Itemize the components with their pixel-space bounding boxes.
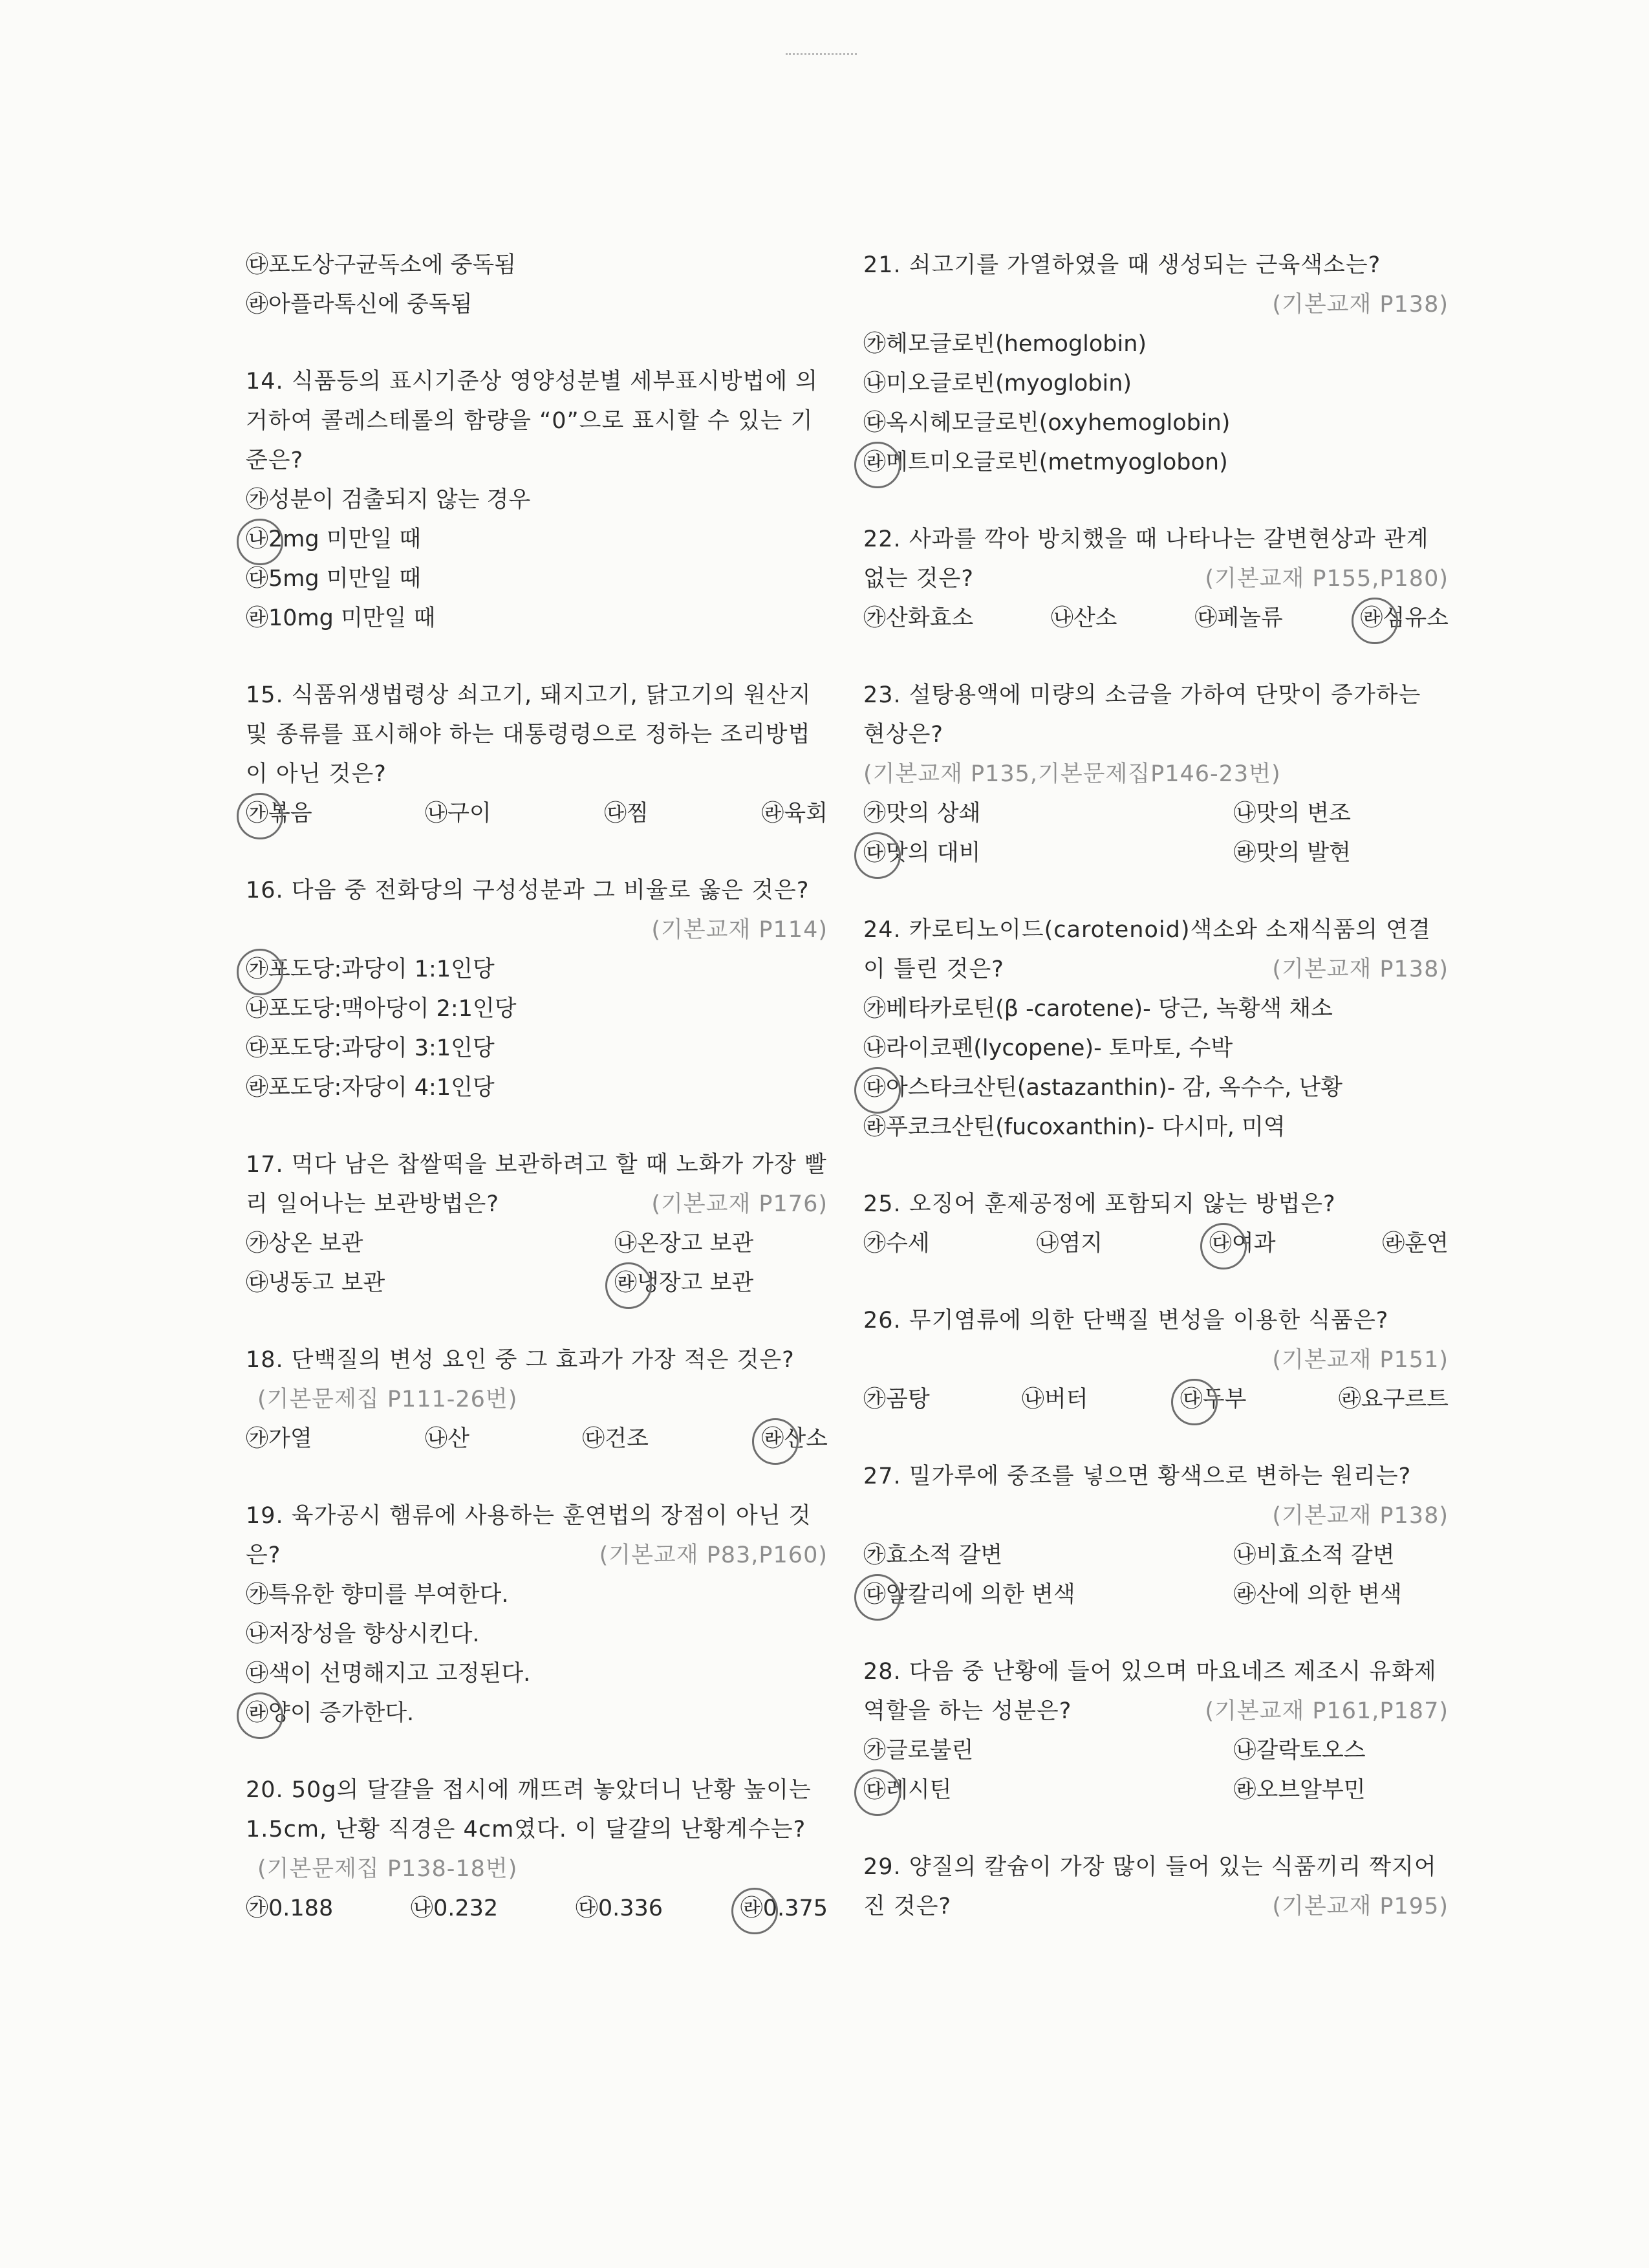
question — [246, 362, 828, 638]
option-text: 건조 — [605, 1426, 649, 1452]
option-text: 육회 — [784, 801, 828, 826]
option-marker: ㉮ — [246, 1895, 269, 1921]
answer-option[interactable] — [863, 443, 1449, 482]
answer-option[interactable] — [604, 794, 649, 834]
question — [863, 246, 1449, 482]
circled-answer-marker: ㉰ — [863, 1068, 886, 1108]
option-text: 맛의 변조 — [1256, 801, 1351, 826]
option-marker: ㉱ — [1233, 1777, 1256, 1803]
question-stem: 21. 쇠고기를 가열하였을 때 생성되는 근육색소는? — [863, 252, 1381, 278]
option-text: 2mg 미만일 때 — [268, 526, 422, 552]
circled-answer-marker: ㉱ — [863, 443, 886, 482]
answer-options — [246, 1224, 828, 1303]
answer-options — [246, 481, 828, 638]
right-column — [863, 246, 1449, 1964]
option-text: 찜 — [627, 801, 649, 826]
option-marker: ㉮ — [246, 1582, 269, 1608]
option-text: 레시틴 — [886, 1777, 952, 1803]
option-marker: ㉮ — [863, 996, 887, 1022]
answer-option[interactable] — [246, 1068, 828, 1108]
question-stem: 29. 양질의 칼슘이 가장 많이 들어 있는 식품끼리 짝지어진 것은? — [863, 1854, 1437, 1919]
option-text: 포도당:맥아당이 2:1인당 — [268, 996, 517, 1022]
option-text: 포도상구균독소에 중독됨 — [268, 252, 517, 278]
answer-option[interactable] — [246, 246, 828, 285]
answer-option[interactable] — [1156, 794, 1449, 834]
answer-options — [246, 1889, 828, 1928]
answer-option[interactable] — [1051, 599, 1117, 638]
option-marker: ㉱ — [1233, 1582, 1256, 1608]
answer-option[interactable] — [1361, 599, 1449, 638]
question — [246, 1341, 828, 1459]
answer-option[interactable] — [1339, 1380, 1449, 1420]
option-marker: ㉱ — [863, 1114, 887, 1140]
answer-options — [863, 1380, 1449, 1420]
question — [863, 1848, 1449, 1927]
circled-answer-marker: ㉰ — [863, 1575, 886, 1615]
circled-answer-marker: ㉮ — [246, 950, 268, 989]
option-marker: ㉯ — [1233, 1542, 1256, 1568]
answer-option[interactable] — [1194, 599, 1282, 638]
question — [863, 911, 1449, 1147]
answer-option[interactable] — [863, 1380, 930, 1420]
option-text: 산소 — [1073, 605, 1117, 631]
answer-option[interactable] — [863, 325, 1449, 364]
option-marker: ㉯ — [1021, 1387, 1044, 1412]
option-text: 맛의 대비 — [886, 840, 981, 866]
option-text: 섬유소 — [1383, 605, 1449, 631]
option-marker: ㉮ — [863, 605, 887, 631]
answer-options — [246, 950, 828, 1108]
answer-option[interactable] — [246, 1029, 828, 1068]
answer-option[interactable] — [863, 989, 1449, 1029]
option-marker: ㉯ — [614, 1231, 638, 1257]
answer-option[interactable] — [246, 520, 828, 559]
option-text: 저장성을 향상시킨다. — [268, 1621, 480, 1647]
option-text: 맛의 상쇄 — [886, 801, 981, 826]
option-marker: ㉰ — [246, 1270, 269, 1296]
option-marker: ㉯ — [1233, 1738, 1256, 1764]
reference-note: (기본교재 P138) — [1272, 1503, 1449, 1529]
option-marker: ㉮ — [863, 1387, 887, 1412]
option-text: 곰탕 — [886, 1387, 930, 1412]
option-text: 버터 — [1044, 1387, 1088, 1412]
option-text: 옥시헤모글로빈(oxyhemoglobin) — [886, 410, 1231, 436]
question-text — [246, 362, 828, 481]
answer-option[interactable] — [246, 1694, 828, 1733]
circled-answer-marker: ㉱ — [614, 1264, 637, 1303]
answer-option[interactable] — [863, 794, 1156, 834]
circled-answer-marker: ㉰ — [1180, 1380, 1203, 1420]
question-13-fragment — [246, 246, 828, 325]
option-marker: ㉮ — [246, 1426, 269, 1452]
option-text: 산소 — [784, 1426, 828, 1452]
question-stem: 27. 밀가루에 중조를 넣으면 황색으로 변하는 원리는? — [863, 1463, 1412, 1489]
option-marker: ㉯ — [246, 1621, 269, 1647]
answer-option[interactable] — [863, 1108, 1449, 1147]
answer-option[interactable] — [761, 1420, 828, 1459]
option-marker: ㉰ — [246, 1661, 269, 1687]
option-marker: ㉱ — [246, 605, 269, 631]
answer-option[interactable] — [582, 1420, 649, 1459]
option-marker: ㉮ — [246, 487, 269, 513]
option-text: 0.336 — [598, 1895, 663, 1921]
answer-option[interactable] — [246, 481, 828, 520]
option-marker: ㉱ — [1338, 1387, 1361, 1412]
option-text: 산에 의한 변색 — [1256, 1582, 1402, 1608]
option-marker: ㉱ — [761, 801, 784, 826]
reference-note: (기본문제집 P138-18번) — [257, 1856, 518, 1882]
reference-note: (기본교재 P138) — [1272, 292, 1449, 318]
answer-option[interactable] — [863, 404, 1449, 443]
question-text — [863, 1301, 1449, 1380]
option-text: 두부 — [1202, 1387, 1247, 1412]
option-text: 포도당:과당이 3:1인당 — [268, 1035, 495, 1061]
option-text: 라이코펜(lycopene)- 토마토, 수박 — [886, 1035, 1233, 1061]
answer-option[interactable] — [740, 1889, 828, 1928]
answer-options — [863, 989, 1449, 1147]
option-marker: ㉰ — [1194, 605, 1218, 631]
question-stem: 20. 50g의 달걀을 접시에 깨뜨려 놓았더니 난황 높이는 1.5cm, 난황 직경은 4cm였다. 이 달걀의 난황계수는? — [246, 1777, 812, 1842]
answer-option[interactable] — [1022, 1380, 1088, 1420]
answer-option[interactable] — [863, 1731, 1156, 1771]
circled-answer-marker: ㉰ — [863, 1771, 886, 1810]
question — [863, 520, 1449, 638]
answer-option[interactable] — [246, 950, 828, 989]
question — [863, 1457, 1449, 1615]
answer-options — [246, 1420, 828, 1459]
option-marker: ㉯ — [863, 1035, 887, 1061]
answer-option[interactable] — [246, 794, 312, 834]
question-stem: 19. 육가공시 햄류에 사용하는 훈연법의 장점이 아닌 것은? — [246, 1503, 812, 1568]
answer-option[interactable] — [863, 1029, 1449, 1068]
answer-option[interactable] — [1036, 1224, 1103, 1264]
circled-answer-marker: ㉯ — [246, 520, 268, 559]
answer-option[interactable] — [1382, 1224, 1449, 1264]
option-text: 염지 — [1059, 1231, 1103, 1257]
option-text: 아플라톡신에 중독됨 — [268, 292, 473, 318]
answer-options — [863, 794, 1449, 873]
question-text — [863, 1457, 1449, 1536]
answer-option[interactable] — [863, 1771, 1156, 1810]
answer-options — [246, 1575, 828, 1733]
question-stem: 22. 사과를 깍아 방치했을 때 나타나는 갈변현상과 관계없는 것은? — [863, 526, 1429, 592]
option-text: 헤모글로빈(hemoglobin) — [886, 331, 1147, 357]
reference-note: (기본교재 P138) — [1272, 956, 1449, 982]
circled-answer-marker: ㉱ — [1361, 599, 1383, 638]
answer-option[interactable] — [246, 989, 828, 1029]
option-text: 요구르트 — [1361, 1387, 1449, 1412]
option-text: 글로불린 — [886, 1738, 974, 1764]
answer-option[interactable] — [863, 1536, 1156, 1575]
answer-option[interactable] — [246, 599, 828, 638]
reference-note: (기본교재 P114) — [651, 917, 828, 943]
option-marker: ㉯ — [1050, 605, 1073, 631]
answer-option[interactable] — [863, 1224, 930, 1264]
option-text: 미오글로빈(myoglobin) — [886, 371, 1132, 396]
reference-note: (기본교재 P135,기본문제집P146-23번) — [863, 761, 1281, 787]
option-text: 수세 — [886, 1231, 930, 1257]
question — [863, 1301, 1449, 1420]
option-text: 0.375 — [762, 1895, 828, 1921]
answer-option[interactable] — [537, 1224, 828, 1264]
option-marker: ㉰ — [582, 1426, 605, 1452]
question-stem: 25. 오징어 훈제공정에 포함되지 않는 방법은? — [863, 1191, 1336, 1217]
option-marker: ㉰ — [246, 566, 269, 592]
question — [246, 871, 828, 1108]
question — [246, 1771, 828, 1928]
answer-option[interactable] — [246, 1224, 537, 1264]
answer-option[interactable] — [246, 1889, 333, 1928]
question-text — [246, 1341, 828, 1420]
reference-note: (기본문제집 P111-26번) — [257, 1387, 518, 1412]
option-text: 양이 증가한다. — [268, 1700, 415, 1726]
option-marker: ㉰ — [246, 252, 269, 278]
answer-option[interactable] — [863, 1575, 1156, 1615]
answer-option[interactable] — [246, 1575, 828, 1615]
reference-note: (기본교재 P195) — [1272, 1894, 1449, 1919]
answer-option[interactable] — [246, 1264, 537, 1303]
scan-mark — [786, 53, 857, 60]
question — [246, 676, 828, 834]
option-text: 10mg 미만일 때 — [268, 605, 436, 631]
option-text: 냉장고 보관 — [637, 1270, 754, 1296]
question — [863, 1652, 1449, 1810]
question — [863, 1185, 1449, 1264]
option-text: 포도당:자당이 4:1인당 — [268, 1075, 495, 1101]
option-marker: ㉯ — [1036, 1231, 1059, 1257]
option-marker: ㉮ — [246, 1231, 269, 1257]
option-marker: ㉮ — [863, 1542, 887, 1568]
question-text — [246, 1496, 828, 1575]
option-marker: ㉮ — [863, 1231, 887, 1257]
option-text: 산 — [447, 1426, 469, 1452]
question-stem: 16. 다음 중 전화당의 구성성분과 그 비율로 옳은 것은? — [246, 878, 810, 903]
answer-option[interactable] — [1156, 834, 1449, 873]
circled-answer-marker: ㉱ — [246, 1694, 268, 1733]
option-text: 오브알부민 — [1256, 1777, 1366, 1803]
question-text — [863, 1848, 1449, 1927]
option-text: 온장고 보관 — [637, 1231, 754, 1257]
question — [246, 1145, 828, 1303]
answer-option[interactable] — [761, 794, 828, 834]
option-marker: ㉱ — [246, 1075, 269, 1101]
question-stem: 17. 먹다 남은 찹쌀떡을 보관하려고 할 때 노화가 가장 빨리 일어나는 보관방법은? — [246, 1152, 827, 1217]
answer-option[interactable] — [576, 1889, 663, 1928]
option-text: 가열 — [268, 1426, 312, 1452]
option-text: 성분이 검출되지 않는 경우 — [268, 487, 531, 513]
option-text: 갈락토오스 — [1256, 1738, 1366, 1764]
answer-option[interactable] — [863, 1068, 1449, 1108]
option-text: 여과 — [1231, 1231, 1276, 1257]
option-text: 상온 보관 — [268, 1231, 363, 1257]
option-marker: ㉱ — [1233, 840, 1256, 866]
answer-options — [246, 794, 828, 834]
option-text: 푸코크산틴(fucoxanthin)- 다시마, 미역 — [886, 1114, 1286, 1140]
answer-option[interactable] — [537, 1264, 828, 1303]
answer-options — [863, 1536, 1449, 1615]
answer-option[interactable] — [411, 1889, 498, 1928]
option-text: 특유한 향미를 부여한다. — [268, 1582, 509, 1608]
question-text — [863, 246, 1449, 325]
option-text: 메트미오글로빈(metmyoglobon) — [886, 449, 1228, 475]
option-marker: ㉯ — [1233, 801, 1256, 826]
option-text: 0.232 — [433, 1895, 499, 1921]
option-marker: ㉮ — [863, 1738, 887, 1764]
question-text — [863, 1185, 1449, 1224]
option-text: 페놀류 — [1217, 605, 1283, 631]
option-text: 훈연 — [1405, 1231, 1449, 1257]
question-text — [246, 871, 828, 950]
option-marker: ㉰ — [575, 1895, 598, 1921]
option-marker: ㉯ — [425, 801, 448, 826]
option-text: 아스타크산틴(astazanthin)- 감, 옥수수, 난황 — [886, 1075, 1342, 1101]
option-marker: ㉰ — [246, 1035, 269, 1061]
option-marker: ㉮ — [863, 331, 887, 357]
question-stem: 28. 다음 중 난황에 들어 있으며 마요네즈 제조시 유화제 역할을 하는 성분은? — [863, 1659, 1437, 1724]
option-text: 포도당:과당이 1:1인당 — [268, 956, 495, 982]
question-text — [863, 911, 1449, 989]
answer-option[interactable] — [246, 559, 828, 599]
answer-options — [863, 1224, 1449, 1264]
question-text — [246, 1145, 828, 1224]
question-text — [863, 676, 1449, 794]
question-text — [863, 520, 1449, 599]
question-stem: 14. 식품등의 표시기준상 영양성분별 세부표시방법에 의거하여 콜레스테롤의 함량을 “0”으로 표시할 수 있는 기준은? — [246, 369, 819, 473]
option-marker: ㉯ — [410, 1895, 433, 1921]
answer-option[interactable] — [246, 1420, 312, 1459]
option-text: 효소적 갈변 — [886, 1542, 1003, 1568]
option-text: 비효소적 갈변 — [1256, 1542, 1395, 1568]
answer-option[interactable] — [863, 834, 1156, 873]
left-column — [246, 246, 828, 1966]
question-stem: 15. 식품위생법령상 쇠고기, 돼지고기, 닭고기의 원산지 및 종류를 표시해야 하는 대통령령으로 정하는 조리방법이 아닌 것은? — [246, 682, 812, 787]
option-text: 베타카로틴(β -carotene)- 당근, 녹황색 채소 — [886, 996, 1333, 1022]
answer-options — [246, 246, 828, 325]
option-marker: ㉯ — [246, 996, 269, 1022]
reference-note: (기본교재 P176) — [651, 1191, 828, 1217]
answer-option[interactable] — [863, 599, 973, 638]
answer-options — [863, 325, 1449, 482]
circled-answer-marker: ㉱ — [740, 1889, 763, 1928]
option-marker: ㉱ — [246, 292, 269, 318]
question-stem: 23. 설탕용액에 미량의 소금을 가하여 단맛이 증가하는 현상은? — [863, 682, 1421, 748]
question-text — [863, 1652, 1449, 1731]
option-text: 5mg 미만일 때 — [268, 566, 422, 592]
answer-option[interactable] — [1156, 1771, 1449, 1810]
question-stem: 26. 무기염류에 의한 단백질 변성을 이용한 식품은? — [863, 1308, 1389, 1334]
circled-answer-marker: ㉮ — [246, 794, 268, 834]
option-text: 볶음 — [268, 801, 312, 826]
answer-option[interactable] — [1180, 1380, 1247, 1420]
circled-answer-marker: ㉱ — [761, 1420, 784, 1459]
answer-option[interactable] — [863, 364, 1449, 404]
reference-note: (기본교재 P161,P187) — [1205, 1698, 1449, 1724]
option-marker: ㉰ — [604, 801, 627, 826]
question-text — [246, 676, 828, 794]
reference-note: (기본교재 P151) — [1272, 1347, 1449, 1373]
answer-options — [863, 1731, 1449, 1810]
option-marker: ㉯ — [425, 1426, 448, 1452]
option-text: 맛의 발현 — [1256, 840, 1351, 866]
option-text: 구이 — [447, 801, 491, 826]
answer-option[interactable] — [425, 794, 491, 834]
question-text — [246, 1771, 828, 1889]
answer-option[interactable] — [425, 1420, 469, 1459]
answer-option[interactable] — [246, 1654, 828, 1694]
circled-answer-marker: ㉰ — [1209, 1224, 1232, 1264]
option-marker: ㉮ — [863, 801, 887, 826]
option-marker: ㉰ — [863, 410, 887, 436]
option-marker: ㉯ — [863, 371, 887, 396]
option-marker: ㉱ — [1382, 1231, 1405, 1257]
reference-note: (기본교재 P83,P160) — [599, 1542, 828, 1568]
answer-option[interactable] — [246, 1615, 828, 1654]
question — [246, 1496, 828, 1733]
answer-option[interactable] — [1156, 1536, 1449, 1575]
question-stem: 18. 단백질의 변성 요인 중 그 효과가 가장 적은 것은? — [246, 1347, 795, 1373]
option-text: 산화효소 — [886, 605, 974, 631]
question-stem: 24. 카로티노이드(carotenoid)색소와 소재식품의 연결이 틀린 것은? — [863, 917, 1431, 982]
answer-option[interactable] — [1156, 1731, 1449, 1771]
option-text: 알칼리에 의한 변색 — [886, 1582, 1075, 1608]
circled-answer-marker: ㉰ — [863, 834, 886, 873]
question — [863, 676, 1449, 873]
reference-note: (기본교재 P155,P180) — [1205, 566, 1449, 592]
option-text: 냉동고 보관 — [268, 1270, 385, 1296]
answer-option[interactable] — [1156, 1575, 1449, 1615]
answer-option[interactable] — [246, 285, 828, 325]
answer-options — [863, 599, 1449, 638]
option-text: 색이 선명해지고 고정된다. — [268, 1661, 531, 1687]
option-text: 0.188 — [268, 1895, 334, 1921]
answer-option[interactable] — [1209, 1224, 1276, 1264]
